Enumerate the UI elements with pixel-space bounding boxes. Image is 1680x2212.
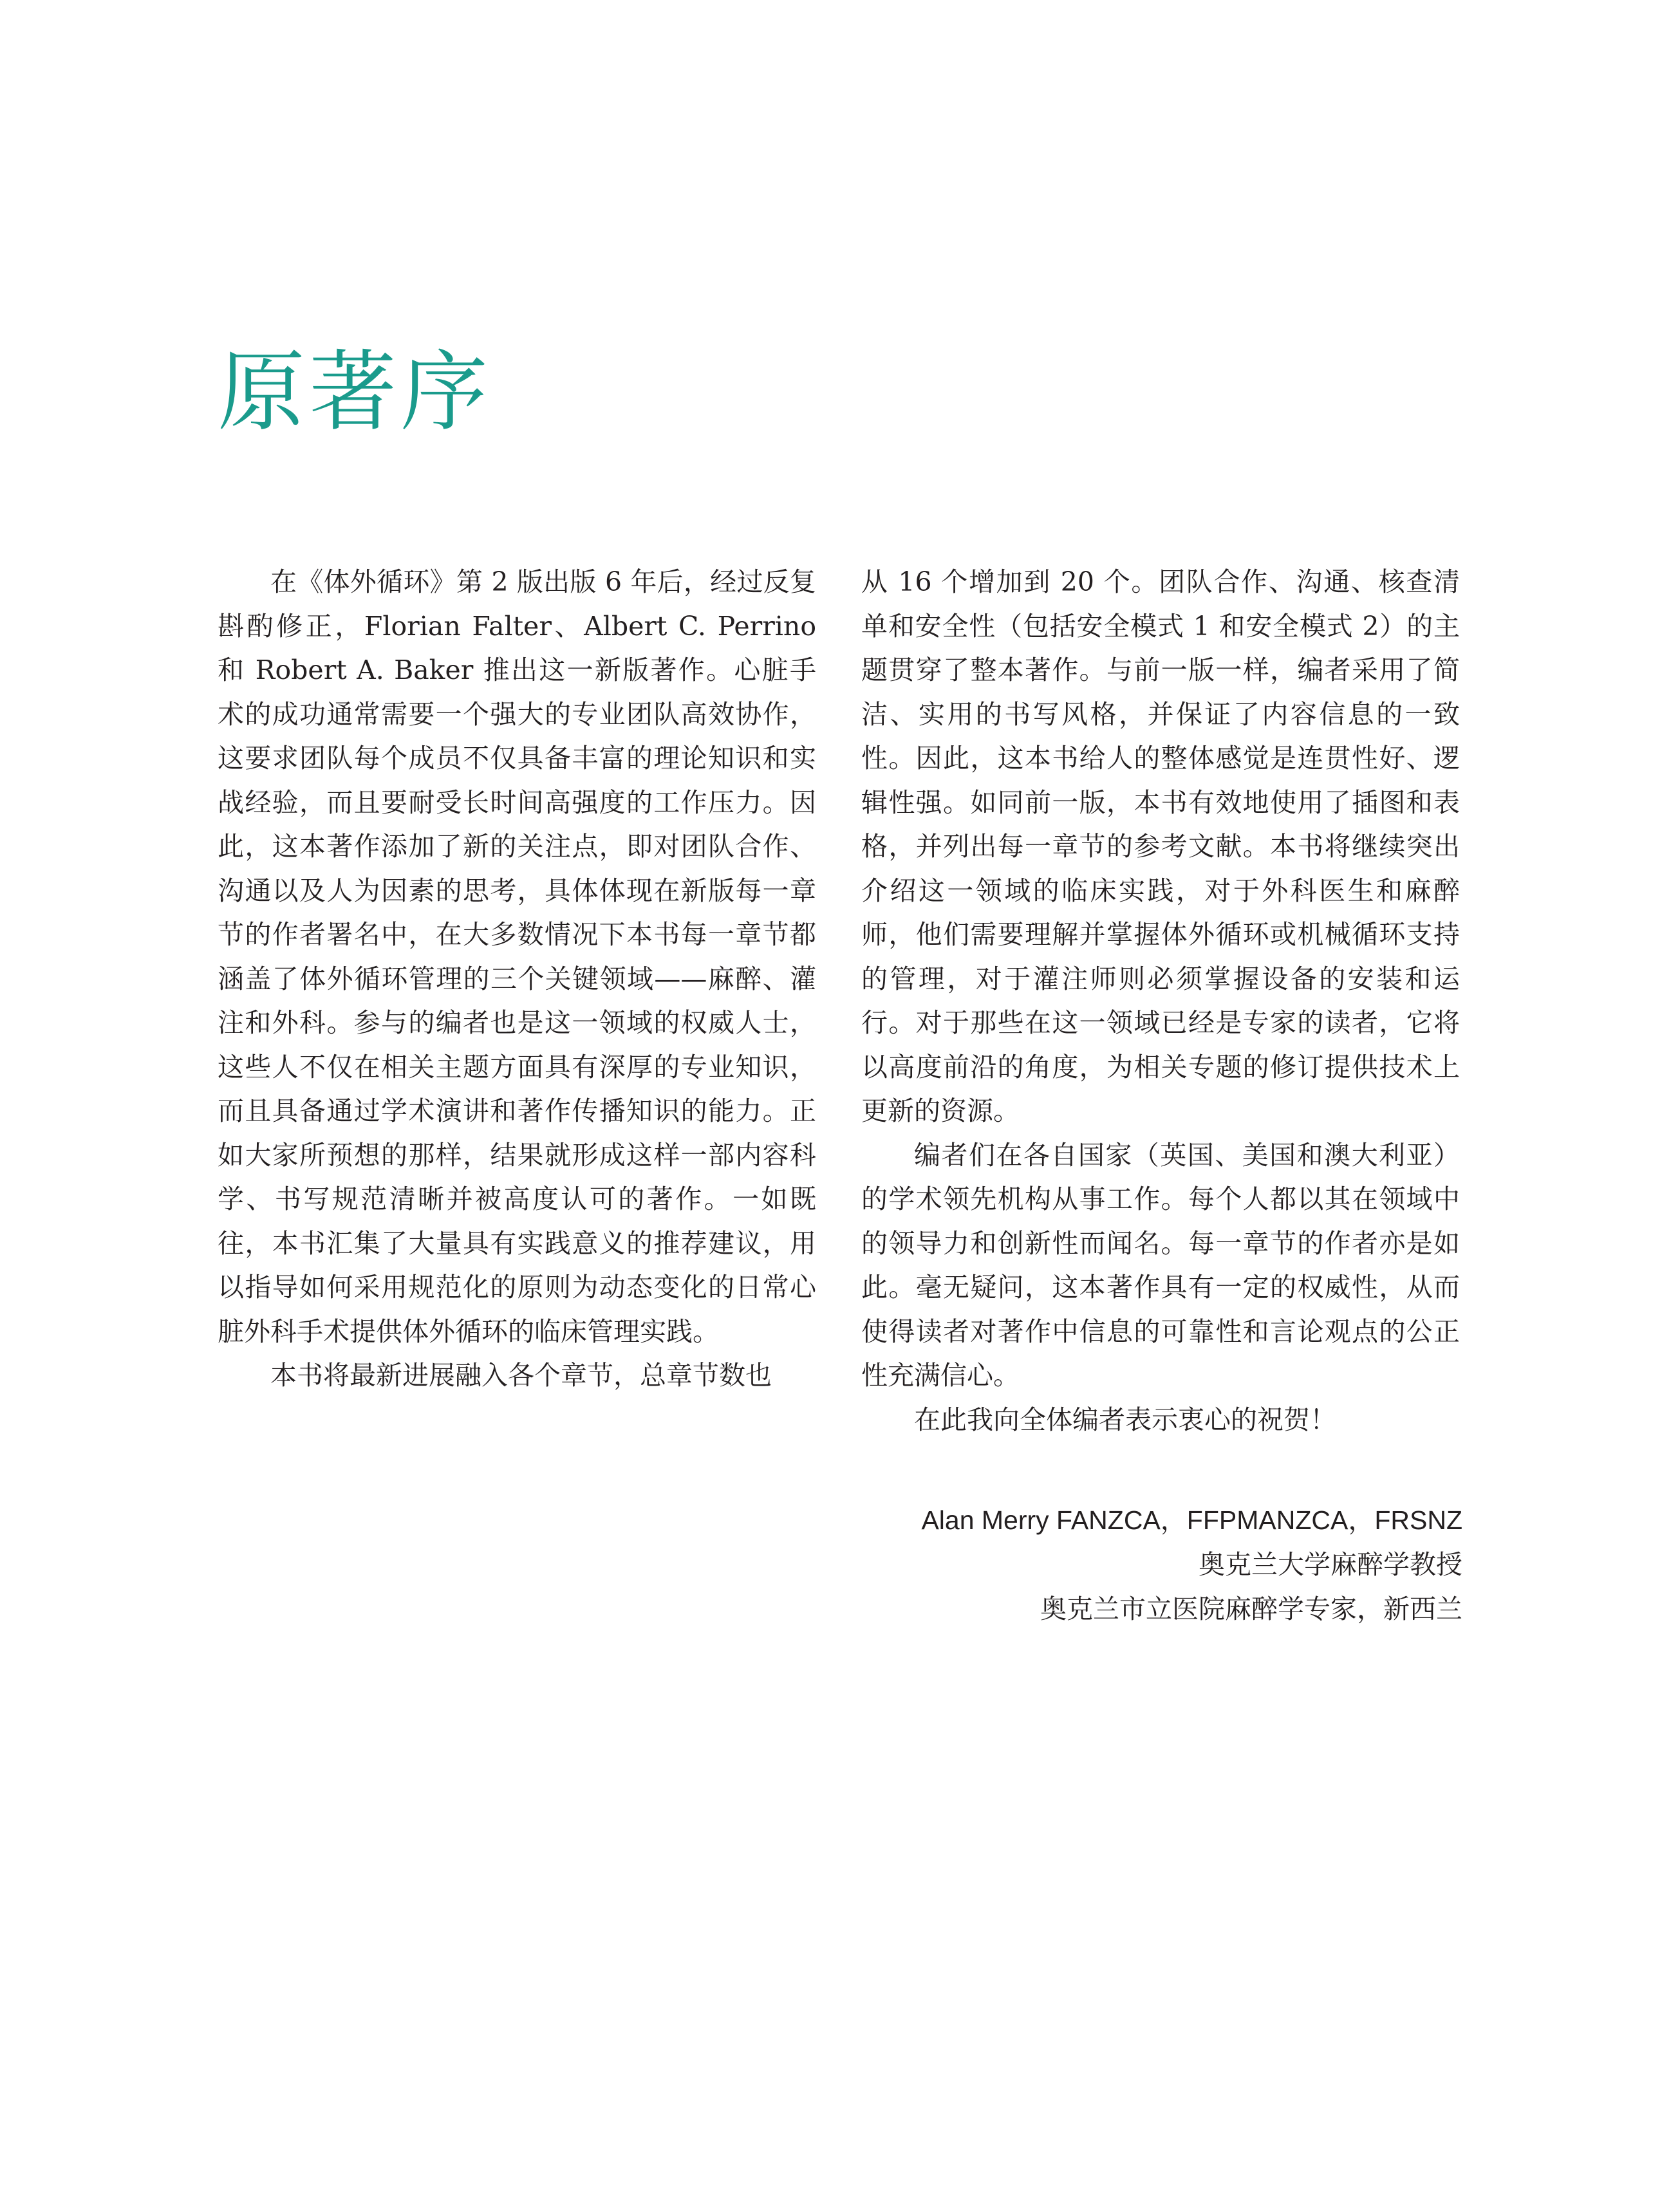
page-title: 原著序 [218,342,492,443]
body-paragraph: 在《体外循环》第 2 版出版 6 年后，经过反复斟酌修正，Florian Falter、Albert C. Perrino 和 Robert A. Baker 推出这一新版著作。心脏手术的成功通常需要一个强大的专业团队高效协作，这要求团队每个成员不仅具备丰富的理论知识和实战经验，而且要耐受长时间高强度的工作压力。因此，这本著作添加了新的关注点，即对团队合作、沟通以及人为因素的思考，具体体现在新版每一章节的作者署名中，在大多数情况下本书每一章节都涵盖了体外循环管理的三个关键领域——麻醉、灌注和外科。参与的编者也是这一领域的权威人士，这些人不仅在相关主题方面具有深厚的专业知识，而且具备通过学术演讲和著作传播知识的能力。正如大家所预想的那样，结果就形成这样一部内容科学、书写规范清晰并被高度认可的著作。一如既往，本书汇集了大量具有实践意义的推荐建议，用以指导如何采用规范化的原则为动态变化的日常心脏外科手术提供体外循环的临床管理实践。 [218,566,816,1347]
signature-block [690,1498,1462,1631]
author-title: 奥克兰大学麻醉学教授 [1199,1549,1462,1580]
body-paragraph: 编者们在各自国家（英国、美国和澳大利亚）的学术领先机构从事工作。每个人都以其在领域中的领导力和创新性而闻名。每一章节的作者亦是如此。毫无疑问，这本著作具有一定的权威性，从而使得读者对著作中信息的可靠性和言论观点的公正性充满信心。 [861,1139,1460,1391]
author-affiliation: 奥克兰市立医院麻醉学专家，新西兰 [1040,1594,1462,1624]
right-column [861,560,1460,1442]
body-paragraph: 本书将最新进展融入各个章节，总章节数也 [270,1360,772,1391]
body-paragraph: 在此我向全体编者表示衷心的祝贺！ [914,1404,1336,1435]
author-name: Alan Merry FANZCA，FFPMANZCA，FRSNZ [921,1505,1462,1535]
left-column [218,560,816,1398]
body-paragraph-continuation: 从 16 个增加到 20 个。团队合作、沟通、核查清单和安全性（包括安全模式 1 和安全模式 2）的主题贯穿了整本著作。与前一版一样，编者采用了简洁、实用的书写风格，并保证了内容信息的一致性。因此，这本书给人的整体感觉是连贯性好、逻辑性强。如同前一版，本书有效地使用了插图和表格，并列出每一章节的参考文献。本书将继续突出介绍这一领域的临床实践，对于外科医生和麻醉师，他们需要理解并掌握体外循环或机械循环支持的管理，对于灌注师则必须掌握设备的安装和运行。对于那些在这一领域已经是专家的读者，它将以高度前沿的角度，为相关专题的修订提供技术上更新的资源。 [861,566,1460,1126]
